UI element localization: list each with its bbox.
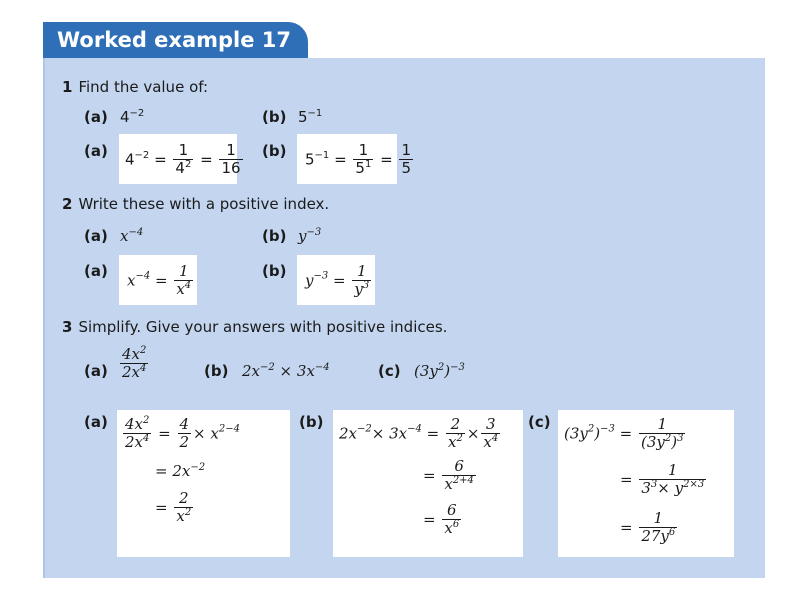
q3-solution-b-box: $2x^{-2}\times 3x^{-4}$ = $\frac{2}{x^2}$ × $\frac{3}{x^4}$ = $\frac{6}{x^{2+4}}$ = $\frac{6}{x^6}$	[333, 410, 523, 557]
part-label-a: (a)	[84, 108, 108, 126]
q2-part-a-expression: $x^{-4}$	[120, 227, 144, 245]
solution-label-b: (b)	[262, 142, 287, 160]
solution-label-a: (a)	[84, 142, 108, 160]
question-number: 3	[62, 318, 73, 336]
question-prompt: Find the value of:	[78, 78, 209, 96]
part-label-a: (a)	[84, 362, 108, 380]
q2-solution-b-box: $y^{-3}$ = $\frac{1}{y^3}$	[297, 255, 375, 305]
q3-part-b-expression: $2x^{-2} \times 3x^{-4}$	[242, 362, 330, 380]
q3-solution-a-box: $\frac{4x^2}{2x^4}$ = $\frac{4}{2}$ × $x^{2-4}$ = $2x^{-2}$ = $\frac{2}{x^2}$	[117, 410, 290, 557]
question-prompt: Write these with a positive index.	[78, 195, 330, 213]
q1-part-b-expression: $5^{-1}$	[298, 108, 323, 126]
solution-label-b: (b)	[262, 262, 287, 280]
solution-label-b: (b)	[299, 413, 324, 431]
q1-solution-b-box: $5^{-1}$ = $\frac{1}{5^1}$ = $\frac{1}{5}$	[297, 134, 397, 184]
solution-label-c: (c)	[528, 413, 551, 431]
part-label-a: (a)	[84, 227, 108, 245]
q1-part-a-expression: $4^{-2}$	[120, 108, 145, 126]
question-3	[62, 318, 447, 336]
q2-solution-a-box: $x^{-4}$ = $\frac{1}{x^4}$	[119, 255, 197, 305]
q1-solution-a-box: $4^{-2}$ = $\frac{1}{4^2}$ = $\frac{1}{16}$	[119, 134, 237, 184]
question-2	[62, 195, 329, 213]
question-number: 2	[62, 195, 73, 213]
solution-label-a: (a)	[84, 413, 108, 431]
part-label-b: (b)	[204, 362, 229, 380]
part-label-b: (b)	[262, 227, 287, 245]
q3-solution-c-box: $(3y^2)^{-3}$ = $\frac{1}{(3y^2)^3}$ = $\frac{1}{3^3\times y^{2\times 3}}$ = $\frac{1}{27y^6}$	[558, 410, 734, 557]
part-label-b: (b)	[262, 108, 287, 126]
solution-label-a: (a)	[84, 262, 108, 280]
question-number: 1	[62, 78, 73, 96]
worked-example-title: Worked example 17	[43, 22, 308, 62]
part-label-c: (c)	[378, 362, 401, 380]
q3-part-a-expression: $\frac{4x^2}{2x^4}$	[122, 345, 147, 381]
question-prompt: Simplify. Give your answers with positive indices.	[78, 318, 448, 336]
q3-part-c-expression: $(3y^2)^{-3}$	[414, 362, 465, 380]
question-1	[62, 78, 208, 96]
q2-part-b-expression: $y^{-3}$	[298, 227, 322, 245]
